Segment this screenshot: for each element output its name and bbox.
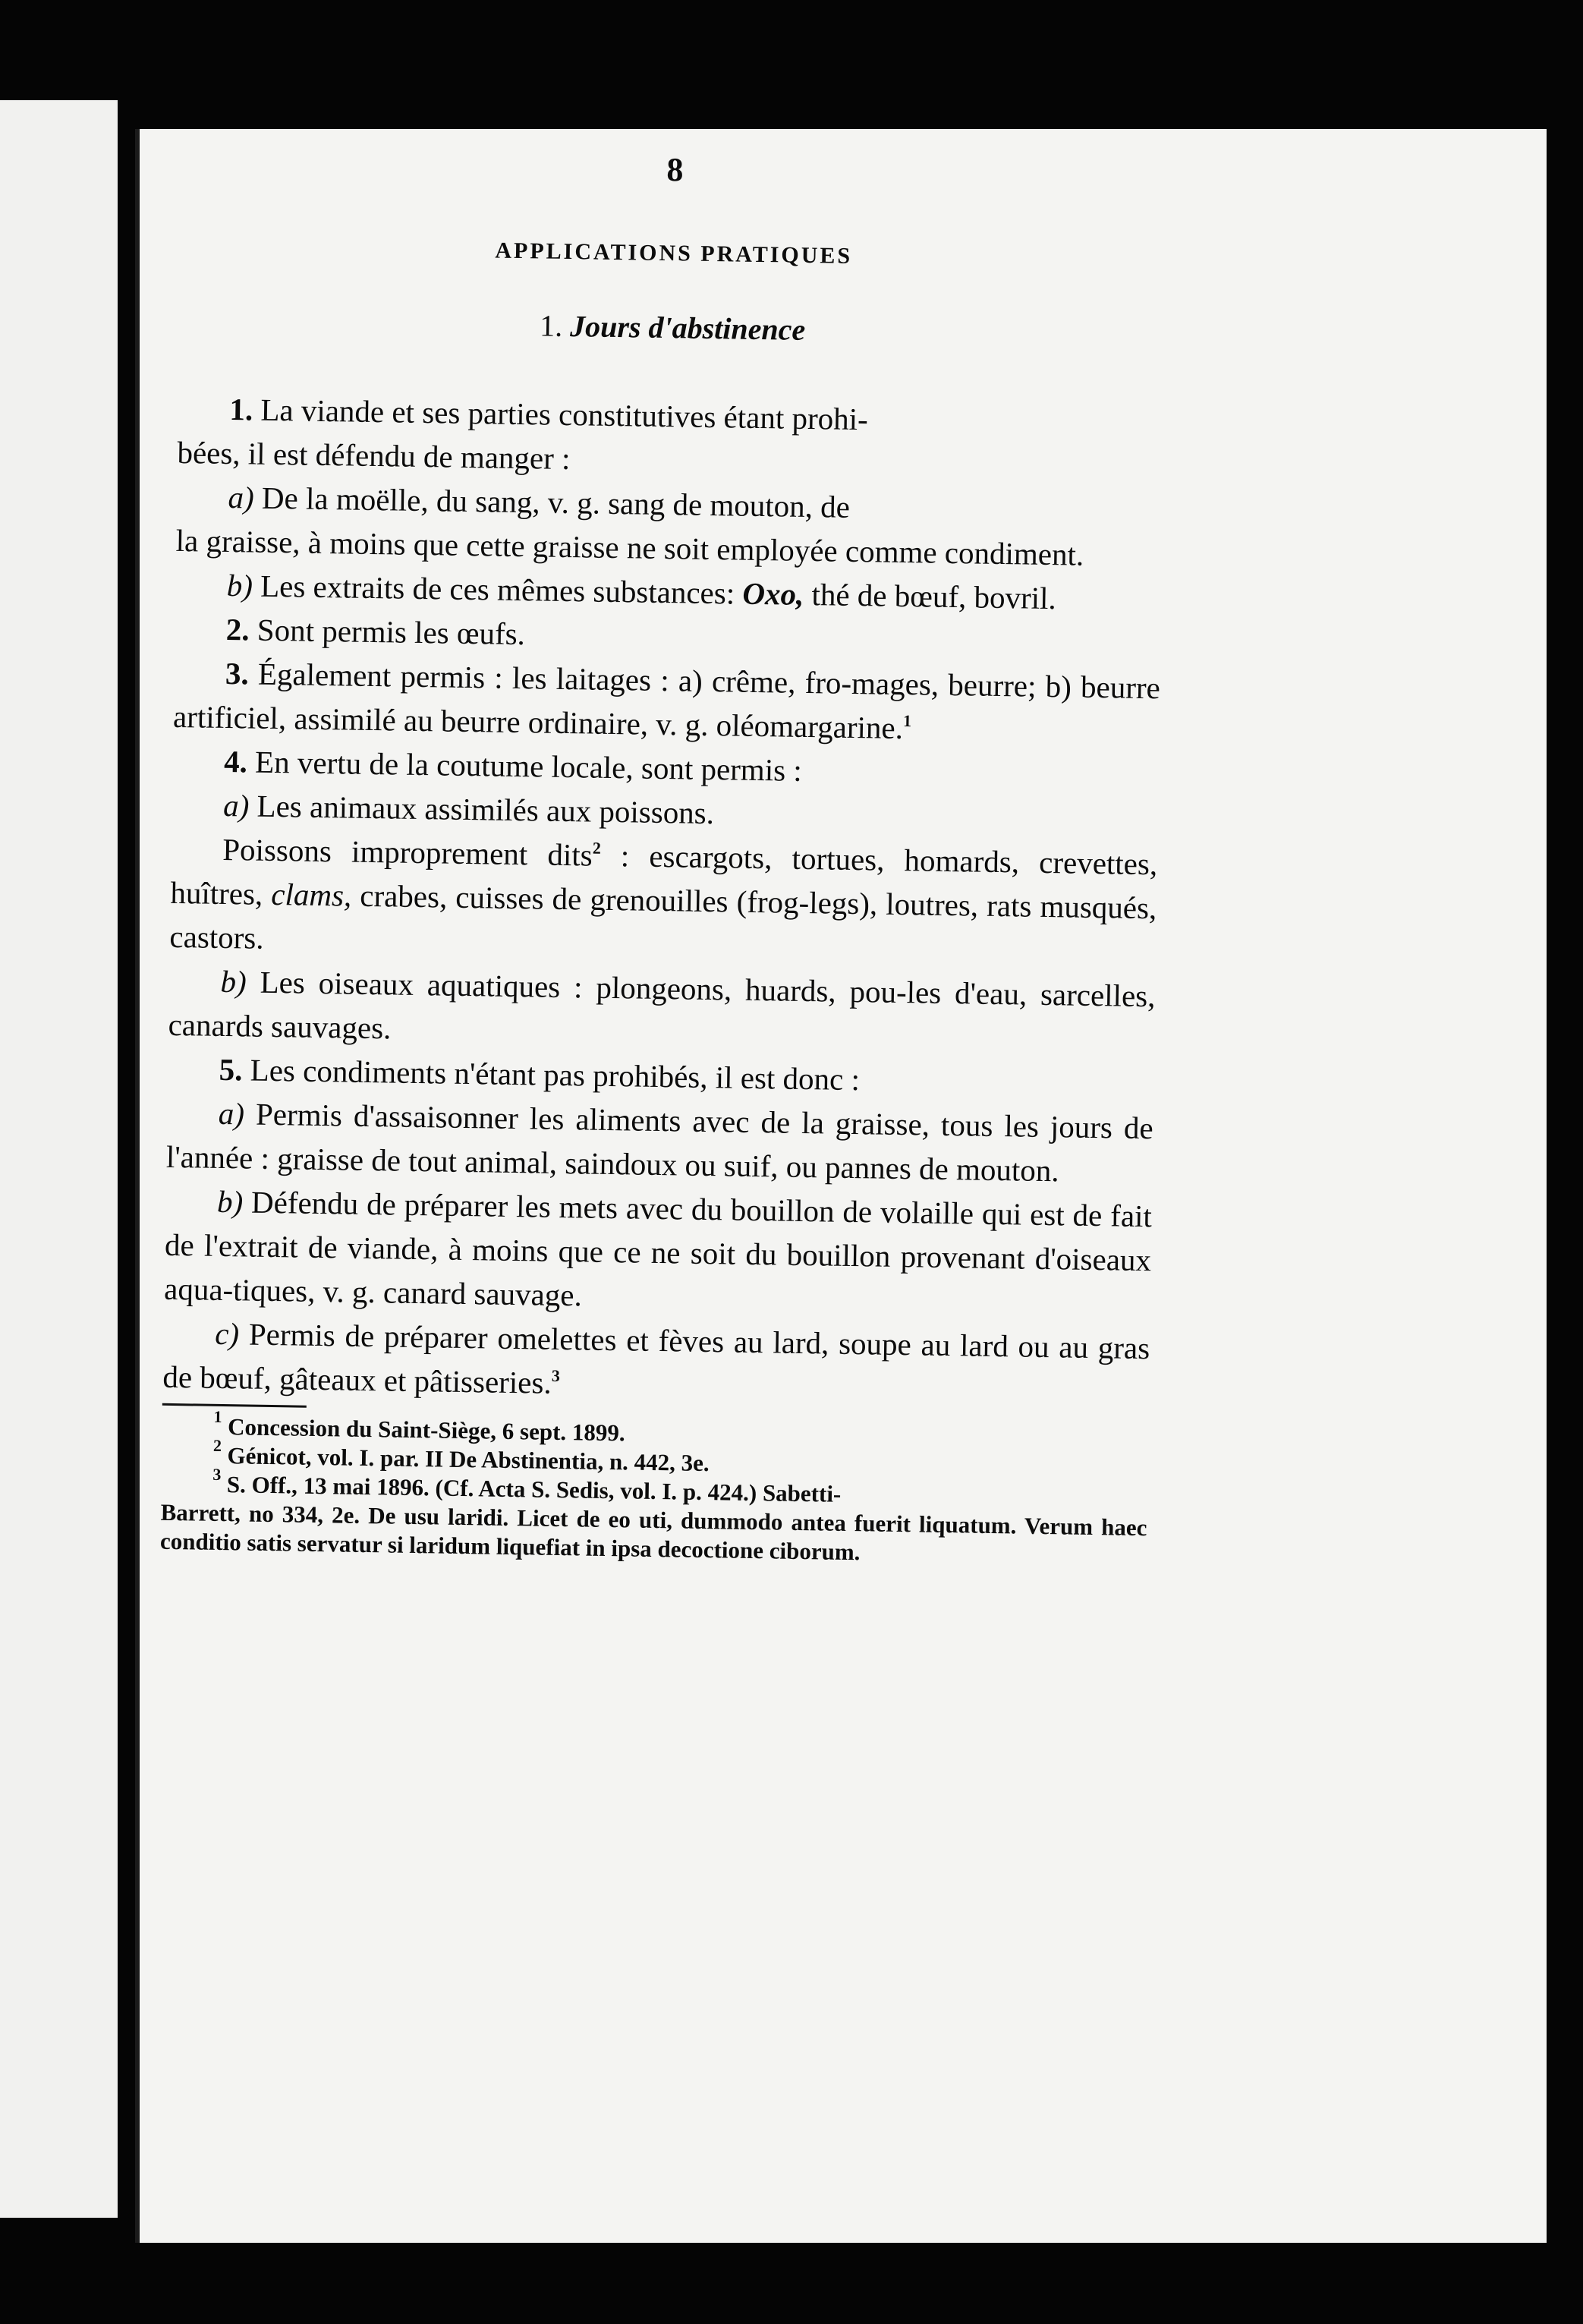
footnotes (159, 1406, 1149, 1571)
page-number: 8 (666, 151, 684, 189)
item-label: c) (214, 1315, 240, 1352)
paragraph-text: Les animaux assimilés aux poissons. (249, 788, 715, 831)
item-label: b) (226, 567, 253, 603)
footnote-text: Génicot, vol. I. par. II De Abstinentia, n. 442, 3e. (221, 1442, 710, 1477)
paragraph-9 (168, 959, 1156, 1062)
item-label: a) (218, 1095, 245, 1132)
paragraph-text: En vertu de la coutume locale, sont permis : (247, 744, 803, 788)
item-number: 2. (225, 611, 250, 647)
paragraph-8 (169, 827, 1158, 974)
paragraph-text: Défendu de préparer les mets avec du bouillon de volaille qui est de fait de l'extrait de viande, à moins que ce ne soit du bouillon provenant d'oiseaux aqua-tiques, v. g. canard sauvage. (163, 1184, 1153, 1313)
paragraph-text: Poissons improprement dits (222, 831, 593, 873)
footnote-mark: 2 (212, 1435, 222, 1456)
paragraph-13 (162, 1311, 1150, 1414)
footnote-ref: 1 (902, 711, 912, 731)
subsection-number: 1. (539, 308, 563, 343)
italic-term: Oxo, (742, 575, 804, 612)
paragraph-text: Permis de préparer omelettes et fèves au lard, soupe au lard ou au gras de bœuf, gâteaux et pâtisseries. (162, 1316, 1150, 1400)
item-label: b) (216, 1183, 244, 1220)
paragraph-text: : escargots, tortues, homards, crevettes, huîtres, (170, 837, 1158, 912)
paragraph-12 (164, 1179, 1153, 1326)
item-number: 3. (225, 655, 250, 691)
paragraph-text: Les oiseaux aquatiques : plongeons, huards, pou-les d'eau, sarcelles, canards sauvages. (168, 964, 1156, 1046)
paragraph-11 (166, 1091, 1154, 1194)
paragraph-1-cont: bées, il est défendu de manger : (177, 434, 571, 477)
paragraph-text: Les extraits de ces mêmes substances: (252, 568, 743, 611)
paragraph-text: La viande et ses parties constitutives étant prohi- (252, 392, 869, 437)
page-text (160, 140, 1169, 1571)
item-label: a) (228, 480, 255, 515)
paragraph-text: Sont permis les œufs. (249, 612, 526, 652)
footnote-text: Concession du Saint-Siège, 6 sept. 1899. (222, 1413, 625, 1447)
item-label: b) (220, 963, 247, 1000)
italic-term: clams, (271, 876, 352, 913)
footnote-mark: 3 (212, 1464, 222, 1485)
item-number: 1. (229, 392, 253, 427)
item-label: a) (222, 787, 250, 823)
paragraph-5 (173, 650, 1161, 754)
footnote-3-cont: Barrett, no 334, 2e. De usu laridi. Licet de eo uti, dummodo antea fuerit liquatum. Verum haec conditio satis servatur si laridum liquefiat in ipsa decoctione ciborum. (159, 1498, 1147, 1566)
footnote-text: S. Off., 13 mai 1896. (Cf. Acta S. Sedis, vol. I. p. 424.) Sabetti- (220, 1471, 842, 1507)
paragraph-text: crabes, cuisses de grenouilles (frog-legs), loutres, rats musqués, castors. (169, 877, 1157, 956)
footnote-mark: 1 (213, 1406, 222, 1427)
subsection-heading: Jours d'abstinence (569, 309, 806, 347)
item-number: 4. (223, 743, 248, 779)
paragraph-2-cont: la graisse, à moins que cette graisse ne soit employée comme condiment. (175, 522, 1084, 572)
section-title: APPLICATIONS PRATIQUES (495, 238, 853, 269)
footnote-divider (162, 1403, 307, 1408)
item-number: 5. (219, 1051, 243, 1088)
adjacent-page-edge (0, 100, 118, 2218)
subsection-title (179, 298, 1166, 357)
footnote-ref: 3 (551, 1365, 561, 1386)
body-text (162, 386, 1165, 1414)
paragraph-text: Les condiments n'étant pas prohibés, il est donc : (242, 1052, 861, 1097)
paragraph-text: De la moëlle, du sang, v. g. sang de mouton, de (253, 480, 851, 524)
paragraph-text: Permis d'assaisonner les aliments avec de la graisse, tous les jours de l'année : graisse de tout animal, saindoux ou suif, ou pannes de mouton. (165, 1096, 1154, 1189)
paragraph-text: Également permis : les laitages : a) crême, fro-mages, beurre; b) beurre artificiel, assimilé au beurre ordinaire, v. g. oléomargarine. (172, 656, 1161, 746)
footnote-ref: 2 (592, 838, 602, 858)
paragraph-text: thé de bœuf, bovril. (803, 576, 1057, 616)
